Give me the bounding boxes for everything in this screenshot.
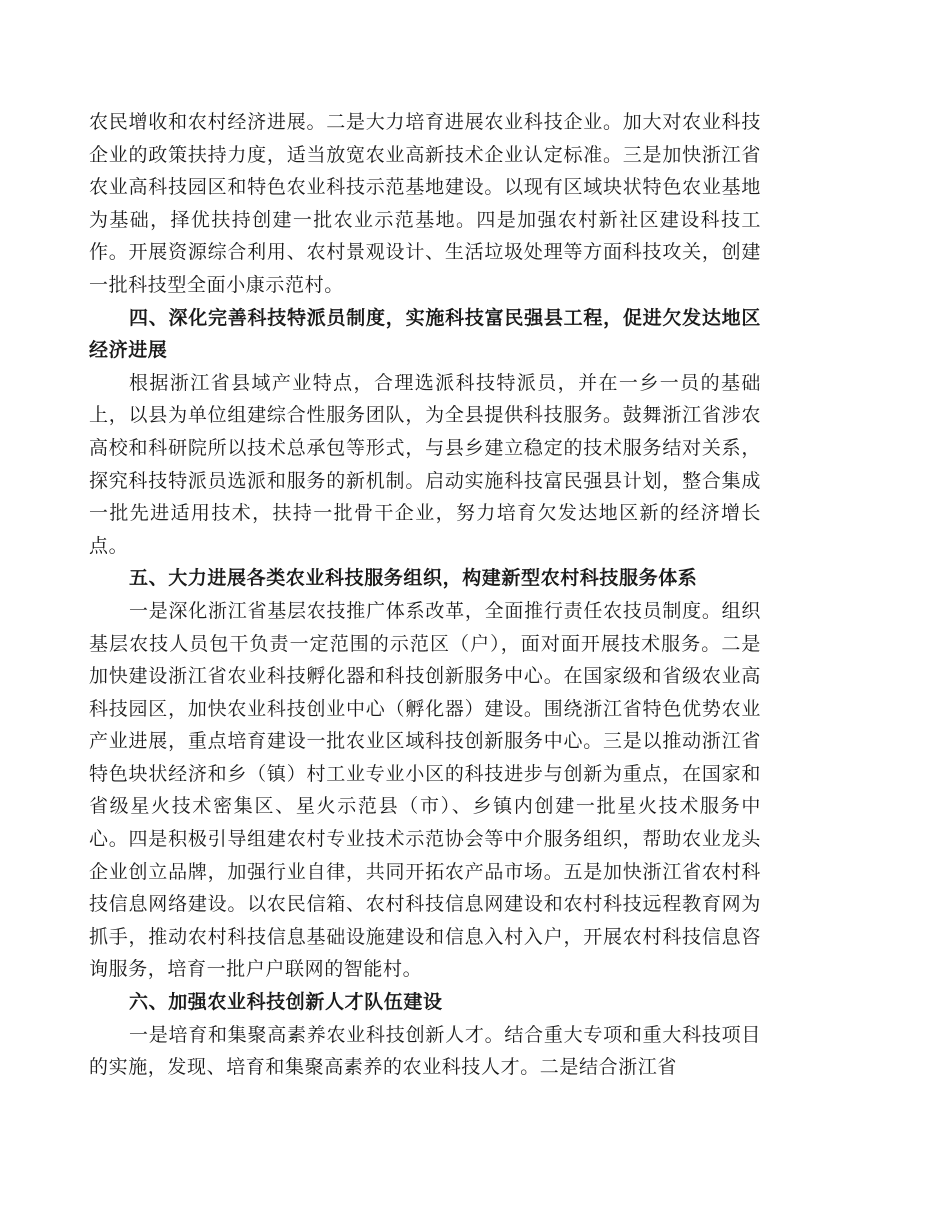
body-paragraph-3: 一是深化浙江省基层农技推广体系改革，全面推行责任农技员制度。组织基层农技人员包干负责一定范围的示范区（户），面对面开展技术服务。二是加快建设浙江省农业科技孵化器和科技创新服务中心。在国家级和省级农业高科技园区，加快农业科技创业中心（孵化器）建设。围绕浙江省特色优势农业产业进展，重点培育建设一批农业区域科技创新服务中心。三是以推动浙江省特色块状经济和乡（镇）村工业专业小区的科技进步与创新为重点，在国家和省级星火技术密集区、星火示范县（市）、乡镇内创建一批星火技术服务中心。四是积极引导组建农村专业技术示范协会等中介服务组织，帮助农业龙头企业创立品牌，加强行业自律，共同开拓农产品市场。五是加快浙江省农村科技信息网络建设。以农民信箱、农村科技信息网建设和农村科技远程教育网为抓手，推动农村科技信息基础设施建设和信息入村入户，开展农村科技信息咨询服务，培育一批户户联网的智能村。 (89, 599, 761, 981)
body-paragraph-4: 一是培育和集聚高素养农业科技创新人才。结合重大专项和重大科技项目的实施，发现、培育和集聚高素养的农业科技人才。二是结合浙江省 (89, 1023, 761, 1079)
body-paragraph-1: 农民增收和农村经济进展。二是大力培育进展农业科技企业。加大对农业科技企业的政策扶持力度，适当放宽农业高新技术企业认定标准。三是加快浙江省农业高科技园区和特色农业科技示范基地建设。以现有区域块状特色农业基地为基础，择优扶持创建一批农业示范基地。四是加强农村新社区建设科技工作。开展资源综合利用、农村景观设计、生活垃圾处理等方面科技攻关，创建一批科技型全面小康示范村。 (89, 111, 761, 296)
section-heading-5: 五、大力进展各类农业科技服务组织，构建新型农村科技服务体系 (129, 567, 698, 590)
section-heading-4: 四、深化完善科技特派员制度，实施科技富民强县工程，促进欠发达地区经济进展 (89, 306, 761, 362)
body-paragraph-2: 根据浙江省县域产业特点，合理选派科技特派员，并在一乡一员的基础上，以县为单位组建综合性服务团队，为全县提供科技服务。鼓舞浙江省涉农高校和科研院所以技术总承包等形式，与县乡建立稳定的技术服务结对关系，探究科技特派员选派和服务的新机制。启动实施科技富民强县计划，整合集成一批先进适用技术，扶持一批骨干企业，努力培育欠发达地区新的经济增长点。 (89, 371, 761, 557)
document-page (89, 106, 761, 1084)
section-heading-6: 六、加强农业科技创新人才队伍建设 (129, 991, 443, 1014)
